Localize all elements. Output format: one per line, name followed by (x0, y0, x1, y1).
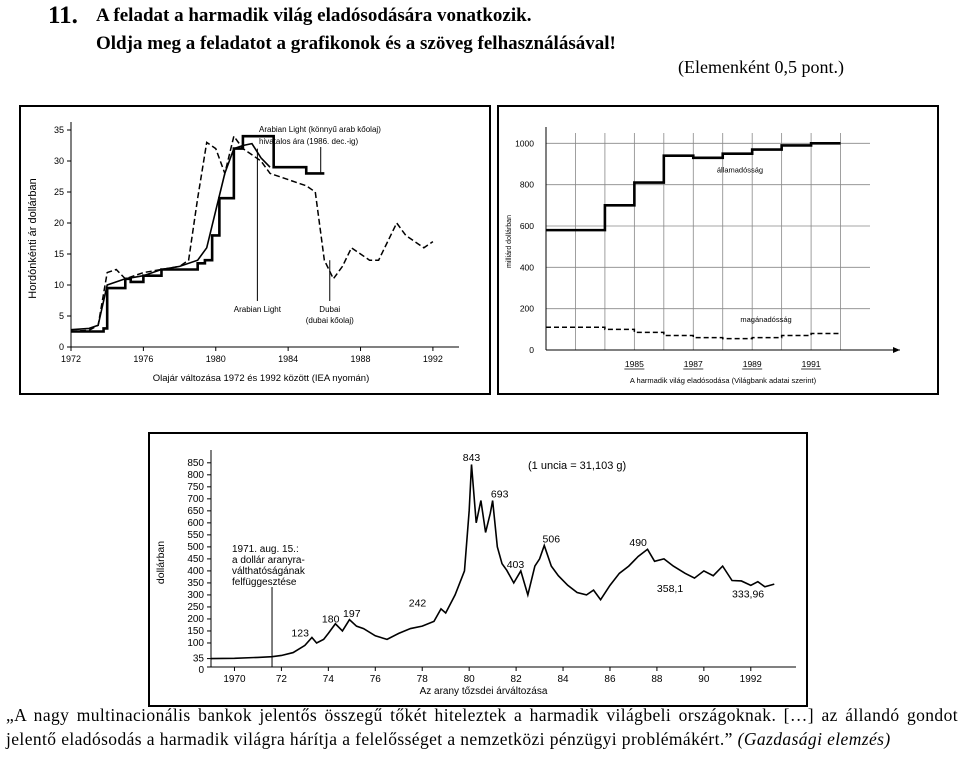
x-tick-label: 1970 (223, 674, 246, 685)
oil-price-chart (19, 105, 491, 395)
quote-text: „A nagy multinacionális bankok jelentős összegű tőkét hiteleztek a harmadik világbeli országoknak. […] az állandó gondot jelentő eladósodás a harmadik világra hárítja a felelősséget a nemzetközi pénzügyi problémákért.” (6, 705, 958, 749)
value-label-v490: 490 (629, 537, 647, 550)
y-tick-label: 350 (187, 577, 204, 589)
x-tick-label: 72 (275, 674, 287, 685)
chart-title: A harmadik világ eladósodása (Világbank adatai szerint) (629, 376, 817, 385)
value-label-v180: 180 (321, 613, 340, 626)
value-label-v197: 197 (343, 608, 361, 621)
x-tick-label: 1984 (278, 354, 299, 364)
x-tick-label: 1992 (739, 674, 762, 685)
y-tick-label: 10 (53, 280, 64, 290)
x-tick-label: 1992 (422, 354, 443, 364)
task-line-2: Oldja meg a feladatot a grafikonok és a szöveg felhasználásával! (96, 33, 616, 54)
annotation-official: Arabian Light (könnyű arab kőolaj) (259, 125, 381, 134)
y-tick-label: 25 (53, 187, 64, 197)
value-label-v358: 358,1 (656, 582, 684, 595)
x-tick-label: 84 (557, 674, 569, 685)
x-tick-label: 1991 (801, 359, 821, 369)
annotation-state: államadósság (716, 165, 764, 175)
y-tick-label: 150 (187, 625, 204, 637)
y-tick-label: 600 (187, 517, 204, 529)
y-tick-label: 400 (519, 262, 534, 273)
chart-title: Az arany tőzsdei árváltozása (419, 686, 548, 697)
x-tick-label: 1972 (60, 354, 82, 364)
series-arabian (71, 144, 270, 330)
series-dubai (71, 136, 433, 331)
x-axis-arrow (893, 347, 900, 353)
y-tick-label: 850 (187, 457, 204, 469)
x-tick-label: 74 (322, 674, 334, 685)
y-tick-label: 100 (187, 637, 204, 649)
y-tick-label: 20 (53, 218, 64, 228)
annotation-dollar: 1971. aug. 15.: (232, 544, 299, 555)
x-tick-label: 1987 (683, 359, 703, 369)
task-line-1: A feladat a harmadik világ eladósodására vonatkozik. (96, 5, 532, 26)
annotation-dubai: Dubai (319, 305, 341, 314)
annotation-arabian: Arabian Light (233, 305, 281, 314)
y-tick-label: 500 (187, 541, 204, 553)
quote-block (6, 703, 958, 751)
value-label-v333: 333,96 (732, 588, 765, 601)
x-tick-label: 90 (698, 674, 710, 685)
debt-chart (497, 105, 939, 395)
x-tick-label: 80 (463, 674, 475, 685)
y-tick-label: 650 (187, 505, 204, 517)
y-tick-label: 30 (53, 156, 64, 166)
value-label-v843: 843 (462, 451, 481, 464)
annotation-private: magánadósság (740, 315, 792, 325)
y-tick-label: 1000 (515, 138, 534, 149)
unit-note: (1 uncia = 31,103 g) (528, 460, 627, 472)
y-tick-label: 700 (187, 493, 204, 505)
y-tick-label: 200 (519, 303, 534, 314)
y-tick-label: 35 (192, 653, 204, 665)
y-tick-label: 600 (519, 221, 534, 231)
y-axis-label: Hordónkénti ár dollárban (27, 178, 39, 299)
annotation-official-2: hivatalos ára (1986. dec.-ig) (259, 137, 359, 146)
x-tick-label: 88 (651, 674, 663, 685)
x-tick-label: 76 (369, 674, 381, 685)
annotation-dollar: a dollár aranyra- (232, 555, 305, 566)
y-tick-label: 0 (198, 665, 204, 676)
y-tick-label: 35 (53, 125, 64, 135)
x-tick-label: 1976 (133, 354, 154, 364)
x-tick-label: 1980 (205, 354, 226, 364)
x-tick-label: 82 (510, 674, 522, 685)
value-label-v693: 693 (490, 488, 509, 501)
value-label-v242: 242 (408, 597, 427, 610)
value-label-v403: 403 (506, 559, 525, 572)
x-tick-label: 1988 (350, 354, 371, 364)
annotation-dubai-2: (dubai kőolaj) (305, 316, 354, 325)
x-tick-label: 1989 (742, 359, 762, 369)
y-axis-label: dollárban (155, 540, 167, 585)
y-tick-label: 400 (187, 565, 204, 577)
value-label-v123: 123 (291, 627, 309, 640)
gold-price-chart (148, 432, 808, 707)
x-tick-label: 1985 (624, 359, 644, 369)
annotation-dollar: felfüggesztése (232, 577, 297, 588)
y-tick-label: 300 (187, 589, 204, 601)
quote-source: (Gazdasági elemzés) (737, 729, 891, 749)
y-tick-label: 5 (58, 311, 64, 321)
y-tick-label: 800 (187, 469, 204, 481)
task-points-note: (Elemenként 0,5 pont.) (678, 57, 844, 77)
y-tick-label: 0 (58, 342, 64, 352)
chart-title: Olajár változása 1972 és 1992 között (IEA nyomán) (152, 373, 370, 384)
y-tick-label: 0 (529, 345, 534, 355)
x-tick-label: 86 (604, 674, 616, 685)
y-tick-label: 800 (519, 179, 534, 190)
series-official (71, 136, 324, 331)
annotation-dollar: válthatóságának (232, 566, 305, 577)
y-tick-label: 200 (187, 613, 204, 625)
y-tick-label: 450 (187, 553, 204, 565)
x-tick-label: 78 (416, 674, 428, 685)
task-number: 11. (48, 2, 78, 29)
y-tick-label: 15 (53, 249, 64, 259)
y-tick-label: 750 (187, 481, 204, 493)
y-tick-label: 550 (187, 529, 204, 541)
value-label-v506: 506 (542, 533, 561, 546)
y-tick-label: 250 (187, 601, 204, 613)
chart-frame (498, 106, 938, 394)
y-axis-label: milliárd dollárban (506, 215, 513, 268)
